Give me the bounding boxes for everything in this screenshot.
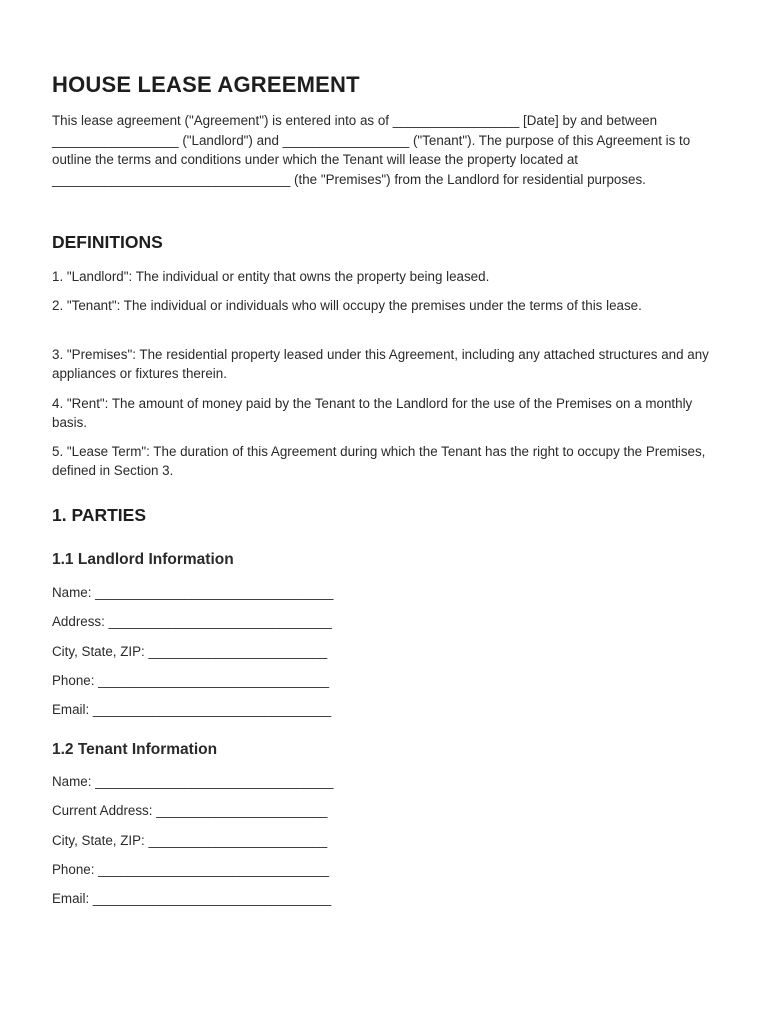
definition-item-landlord: 1. "Landlord": The individual or entity that owns the property being leased.: [52, 269, 490, 284]
tenant-info-heading: 1.2 Tenant Information: [52, 741, 218, 758]
intro-paragraph: This lease agreement ("Agreement") is entered into as of _________________ [Date] by and between _________________ ("Landlord") and _________________ ("Tenant"). The purpose of this Agreement is to outline the terms and conditions under which the Tenant will lease the property located at ________________________________ (the "Premises") from the Landlord for residential purposes.: [52, 113, 691, 187]
tenant-phone-field: Phone: _______________________________: [52, 862, 330, 877]
definition-item-premises: 3. "Premises": The residential property leased under this Agreement, including any attached structures and any appliances or fixtures therein.: [52, 347, 709, 382]
definition-item-tenant: 2. "Tenant": The individual or individuals who will occupy the premises under the terms of this lease.: [52, 298, 642, 313]
definitions-heading: DEFINITIONS: [52, 232, 163, 252]
landlord-phone-field: Phone: _______________________________: [52, 673, 330, 688]
tenant-current-address-field: Current Address: _______________________: [52, 803, 328, 818]
landlord-city-state-zip-field: City, State, ZIP: ________________________: [52, 644, 328, 659]
definition-item-rent: 4. "Rent": The amount of money paid by the Tenant to the Landlord for the use of the Premises on a monthly basis.: [52, 396, 693, 431]
landlord-name-field: Name: ________________________________: [52, 585, 334, 600]
landlord-email-field: Email: ________________________________: [52, 702, 332, 717]
tenant-name-field: Name: ________________________________: [52, 774, 334, 789]
document-title: HOUSE LEASE AGREEMENT: [52, 72, 360, 97]
tenant-email-field: Email: ________________________________: [52, 891, 332, 906]
definition-item-lease-term: 5. "Lease Term": The duration of this Agreement during which the Tenant has the right to occupy the Premises, defined in Section 3.: [52, 444, 706, 479]
parties-heading: 1. PARTIES: [52, 505, 147, 525]
tenant-city-state-zip-field: City, State, ZIP: ________________________: [52, 833, 328, 848]
landlord-info-heading: 1.1 Landlord Information: [52, 551, 234, 568]
landlord-address-field: Address: ______________________________: [52, 614, 332, 629]
